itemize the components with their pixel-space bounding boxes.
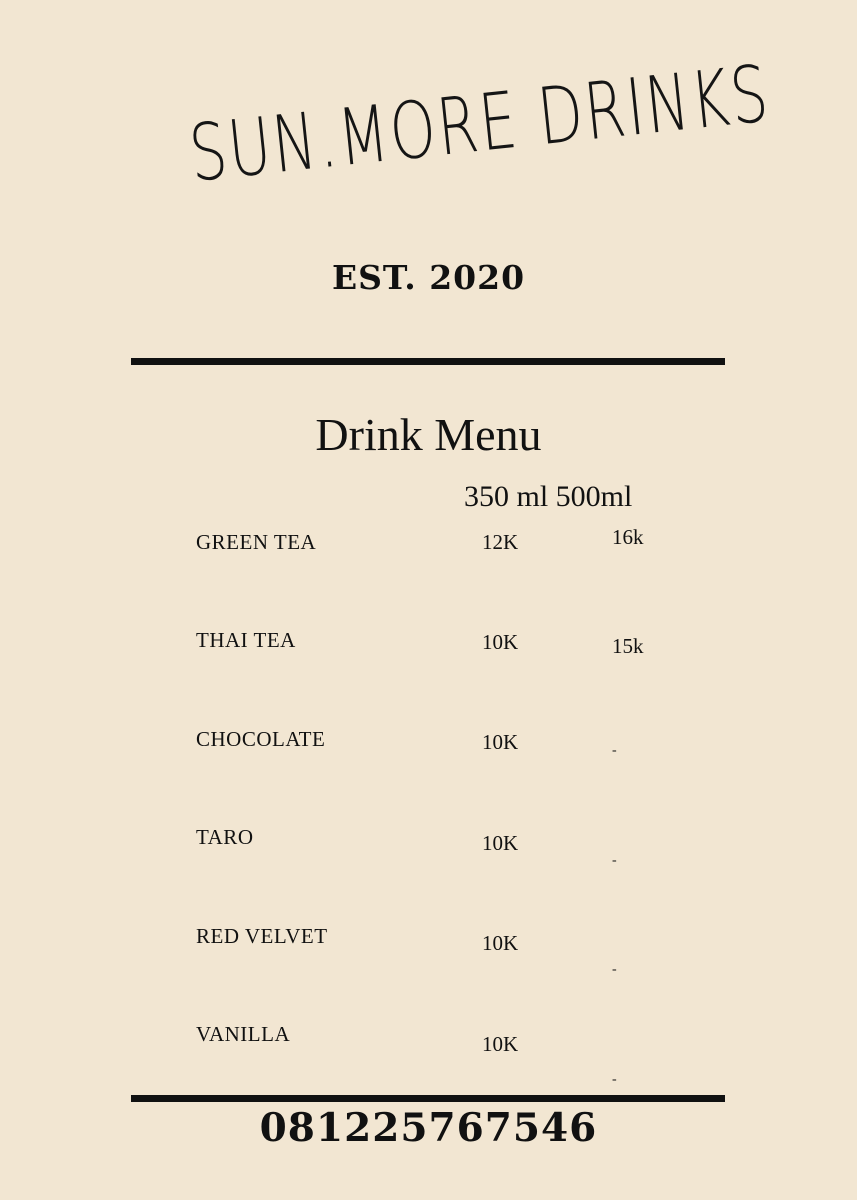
item-name: GREEN TEA: [196, 530, 317, 554]
price-350ml: 10K: [482, 931, 519, 955]
price-500ml: -: [612, 962, 617, 977]
menu-row: [0, 924, 857, 984]
item-name: TARO: [196, 825, 254, 849]
item-name: CHOCOLATE: [196, 727, 326, 751]
price-350ml: 10K: [482, 630, 519, 654]
item-name: VANILLA: [196, 1022, 291, 1046]
established-year: EST. 2020: [331, 258, 526, 297]
item-name: RED VELVET: [196, 924, 328, 948]
divider-bottom: [131, 1095, 725, 1102]
price-500ml: 16k: [612, 525, 644, 549]
menu-row: [0, 727, 857, 787]
price-350ml: 10K: [482, 730, 519, 754]
price-500ml: -: [612, 1072, 617, 1087]
brand-name: SUN.MORE DRINKS: [185, 47, 775, 200]
price-350ml: 10K: [482, 831, 519, 855]
price-500ml: -: [612, 743, 617, 758]
menu-row: [0, 825, 857, 885]
phone-number: 081225767546: [259, 1105, 598, 1151]
price-500ml: 15k: [612, 634, 644, 658]
item-name: THAI TEA: [196, 628, 296, 652]
menu-title: Drink Menu: [315, 409, 542, 460]
price-350ml: 12K: [482, 530, 519, 554]
menu-row: [0, 1022, 857, 1087]
menu-row: [0, 628, 857, 688]
size-headers: 350 ml 500ml: [464, 480, 633, 513]
price-350ml: 10K: [482, 1032, 519, 1056]
price-500ml: -: [612, 853, 617, 868]
menu-row: [0, 525, 857, 590]
divider-top: [131, 358, 725, 365]
